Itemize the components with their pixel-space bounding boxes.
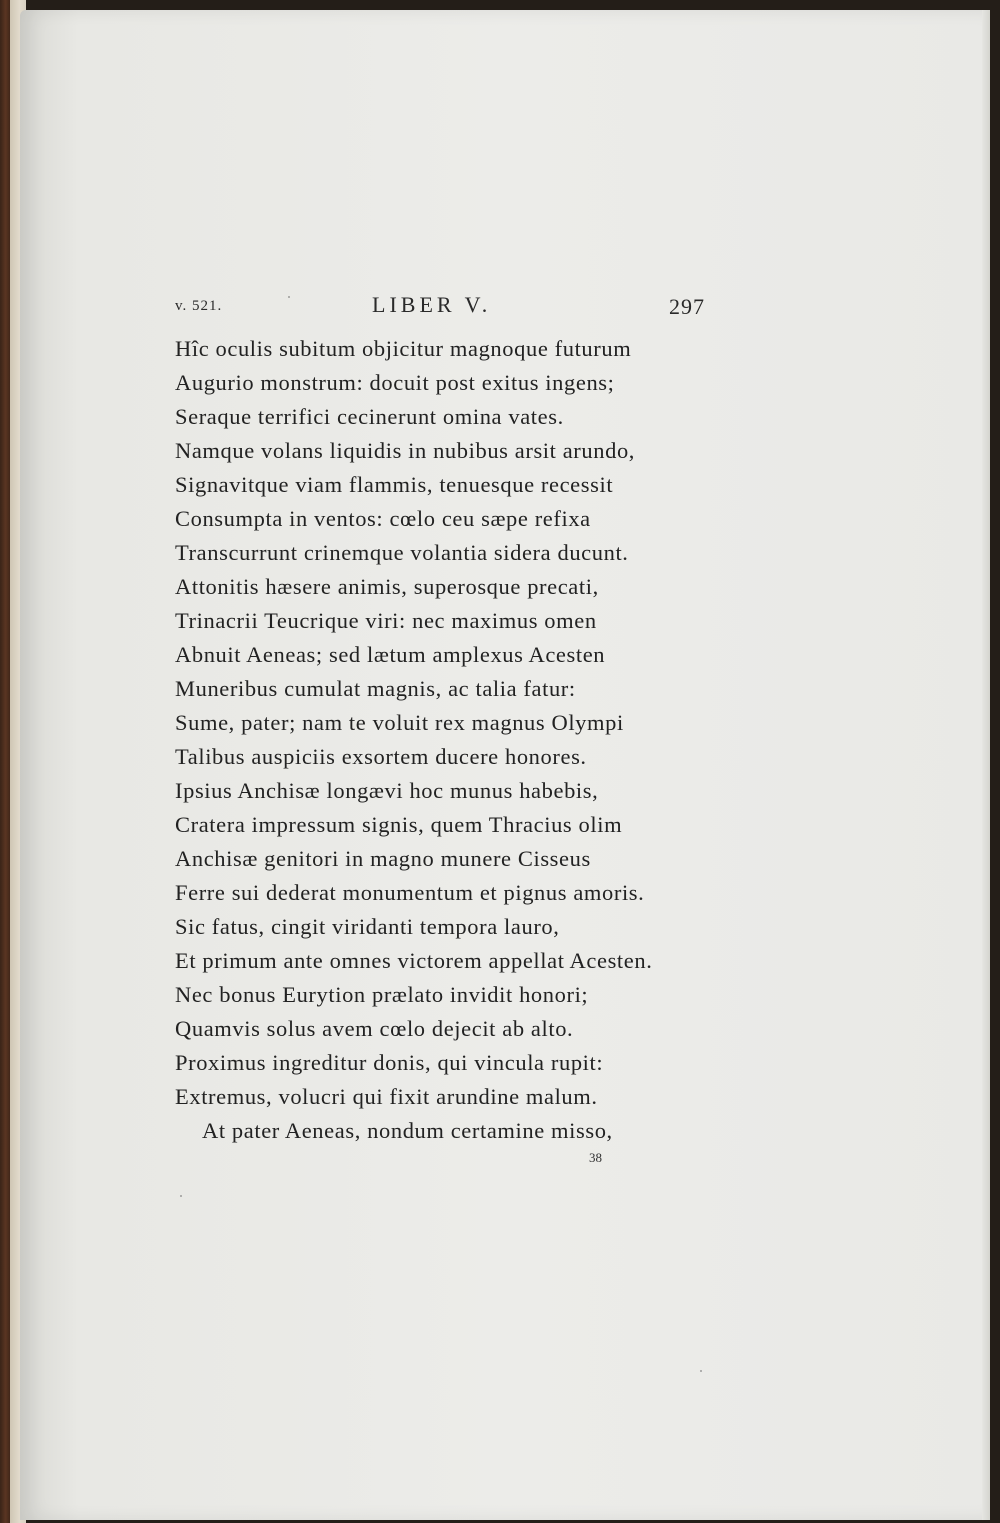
verse-reference: v. 521. <box>175 298 223 314</box>
book-title: LIBER V. <box>372 292 492 317</box>
verse-line: Sic fatus, cingit viridanti tempora lauro, <box>175 914 560 939</box>
verse-line: Anchisæ genitori in magno munere Cisseus <box>175 846 591 871</box>
verse-line: Consumpta in ventos: cœlo ceu sæpe refixa <box>175 506 591 531</box>
verse-line: Proximus ingreditur donis, qui vincula rupit: <box>175 1050 604 1075</box>
verse-line: Nec bonus Eurytion prælato invidit honori; <box>175 982 589 1007</box>
verse-line: Ipsius Anchisæ longævi hoc munus habebis, <box>175 778 599 803</box>
verse-line: Talibus auspiciis exsortem ducere honores. <box>175 744 587 769</box>
verse-line: Muneribus cumulat magnis, ac talia fatur: <box>175 676 576 701</box>
verse-line: Seraque terrifici cecinerunt omina vates. <box>175 404 564 429</box>
verse-line: Extremus, volucri qui fixit arundine malum. <box>175 1084 598 1109</box>
signature-mark: 38 <box>589 1150 602 1165</box>
verse-line: Augurio monstrum: docuit post exitus ingens; <box>175 370 615 395</box>
verse-line: Namque volans liquidis in nubibus arsit arundo, <box>175 438 636 463</box>
page-number: 297 <box>669 294 705 319</box>
verse-line: Attonitis hæsere animis, superosque precati, <box>175 574 599 599</box>
verse-line-indented: At pater Aeneas, nondum certamine misso, <box>202 1118 613 1143</box>
verse-line: Et primum ante omnes victorem appellat Acesten. <box>175 948 653 973</box>
verse-line: Cratera impressum signis, quem Thracius olim <box>175 812 623 837</box>
verse-line: Quamvis solus avem cœlo dejecit ab alto. <box>175 1016 574 1041</box>
verse-line: Signavitque viam flammis, tenuesque recessit <box>175 472 614 497</box>
page-right-edge <box>982 10 990 1520</box>
ink-speck <box>180 1195 182 1197</box>
verse-line: Trinacrii Teucrique viri: nec maximus omen <box>175 608 597 633</box>
verse-line: Abnuit Aeneas; sed lætum amplexus Acesten <box>175 642 606 667</box>
verse-line: Sume, pater; nam te voluit rex magnus Olympi <box>175 710 624 735</box>
verse-list <box>175 332 735 1148</box>
verse-line: Hîc oculis subitum objicitur magnoque futurum <box>175 336 632 361</box>
verse-line: Ferre sui dederat monumentum et pignus amoris. <box>175 880 645 905</box>
verse-line: Transcurrunt crinemque volantia sidera ducunt. <box>175 540 629 565</box>
running-header <box>175 292 705 322</box>
ink-speck <box>700 1370 702 1372</box>
